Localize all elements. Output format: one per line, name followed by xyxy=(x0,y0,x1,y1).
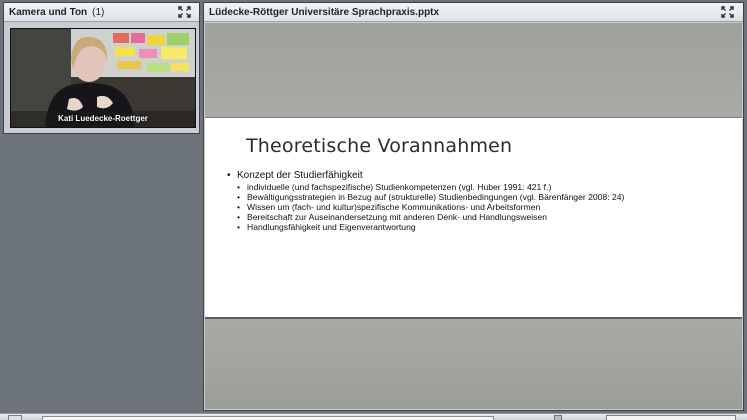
sub-bullet-text: Bereitschaft zur Auseinandersetzung mit anderen Denk- und Handlungsweisen xyxy=(247,212,548,222)
camera-pod xyxy=(3,2,200,134)
fullscreen-expand-icon[interactable] xyxy=(720,5,735,19)
share-pod-header[interactable] xyxy=(204,3,743,22)
sub-bullet xyxy=(237,222,624,232)
playback-bar xyxy=(0,413,747,420)
camera-pod-title: Kamera und Ton xyxy=(9,7,88,18)
main-bullet-text: Konzept der Studierfähigkeit xyxy=(237,170,363,181)
sub-bullet-text: Wissen um (fach- und kultur)spezifische Kommunikations- und Arbeitsformen xyxy=(247,202,541,212)
slide-title: Theoretische Vorannahmen xyxy=(246,135,513,157)
sub-bullet xyxy=(237,182,624,192)
sub-bullet-text: individuelle (und fachspezifische) Studienkompetenzen (vgl. Huber 1991: 421 f.) xyxy=(247,182,552,192)
share-pod-title: Lüdecke-Röttger Universitäre Sprachpraxis.pptx xyxy=(209,7,440,18)
slide-top-band xyxy=(205,23,742,117)
webcam-video xyxy=(10,28,196,128)
participant-count: (1) xyxy=(92,7,105,18)
sub-bullet xyxy=(237,212,624,222)
bullet-dot-icon: • xyxy=(227,170,231,181)
playback-options-control[interactable] xyxy=(606,415,736,420)
sub-bullet xyxy=(237,202,624,212)
fullscreen-expand-icon[interactable] xyxy=(177,5,192,19)
slide-bottom-band xyxy=(205,317,742,409)
volume-button[interactable] xyxy=(8,415,22,420)
camera-pod-header[interactable] xyxy=(4,3,199,22)
sub-bullet-text: Handlungsfähigkeit und Eigenverantwortung xyxy=(247,222,416,232)
seek-thumb[interactable] xyxy=(554,415,562,420)
share-pod xyxy=(203,2,744,411)
main-bullet xyxy=(227,170,624,181)
seek-track[interactable] xyxy=(42,416,494,420)
sub-bullet xyxy=(237,192,624,202)
sub-bullet-text: Bewältigungsstrategien in Bezug auf (strukturelle) Studienbedingungen (vgl. Bärenfänger 2008: 24) xyxy=(247,192,625,202)
bullet-dot-icon: • xyxy=(237,222,241,232)
bullet-dot-icon: • xyxy=(237,182,241,192)
slide xyxy=(205,117,742,317)
bullet-dot-icon: • xyxy=(237,212,241,222)
bullet-dot-icon: • xyxy=(237,202,241,212)
shared-presentation-area xyxy=(205,23,742,409)
participant-name-label: Kati Luedecke-Roettger xyxy=(58,114,148,123)
slide-bullet-list xyxy=(227,170,624,232)
bullet-dot-icon: • xyxy=(237,192,241,202)
